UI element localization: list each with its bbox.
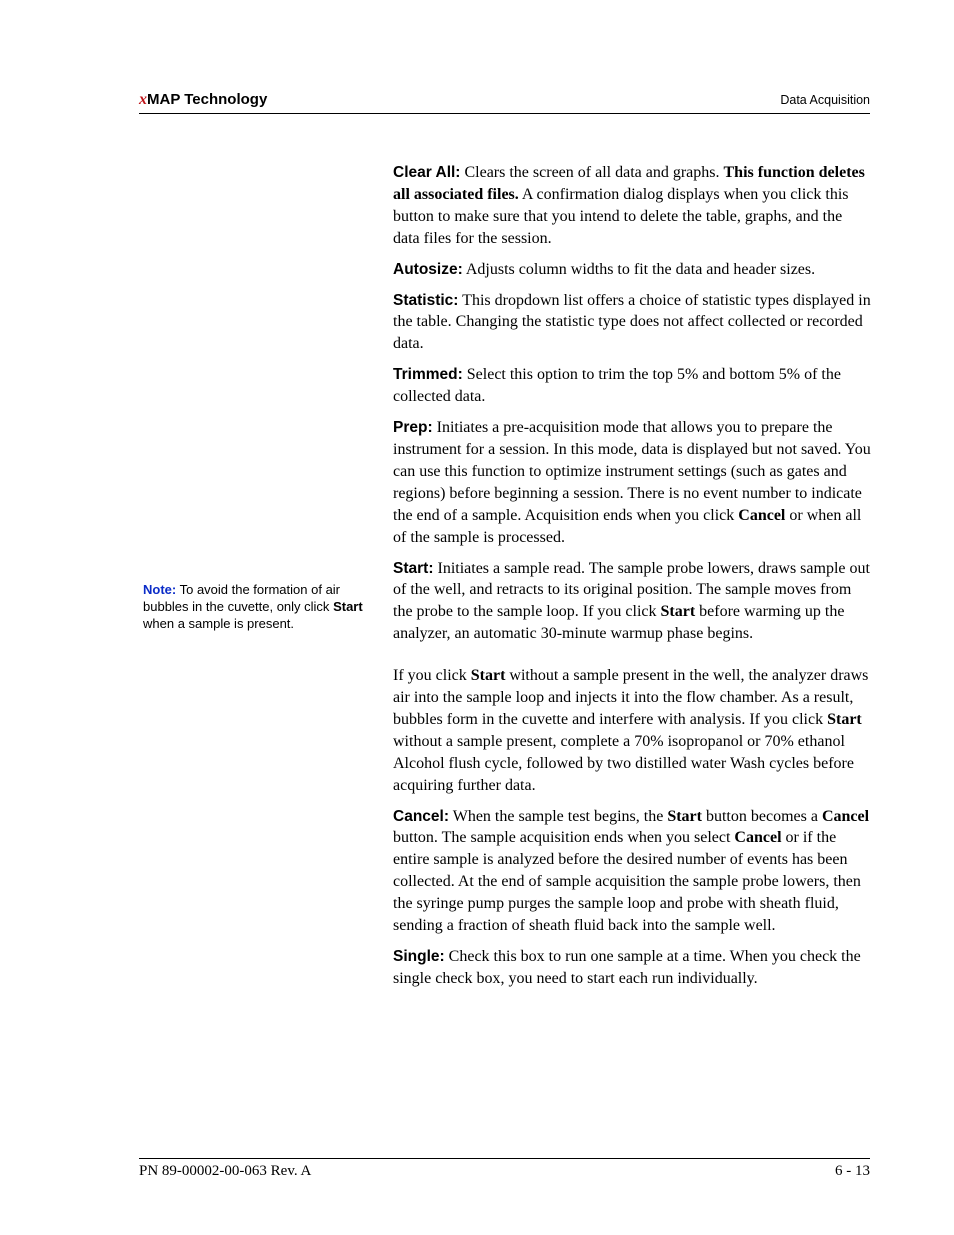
main-content <box>393 162 871 999</box>
desc-bold: This function deletes all associated files. <box>393 164 865 203</box>
item-start <box>393 558 871 646</box>
desc-bold: Cancel <box>734 829 782 847</box>
brand-title <box>139 91 267 109</box>
desc-text: This dropdown list offers a choice of statistic types displayed in the table. Changing the statistic type does not affect collected or recorded data. <box>393 291 871 353</box>
item-start-note <box>393 665 871 796</box>
desc-text: button. The sample acquisition ends when you select <box>393 829 735 847</box>
desc-text: or when all of the sample is processed. <box>393 506 862 546</box>
desc-text: Clears the screen of all data and graphs. <box>460 164 724 181</box>
desc-text: Initiates a sample read. The sample probe lowers, draws sample out of the well, and retracts to its original position. The sample moves from the probe to the sample loop. If you click <box>393 559 870 621</box>
item-trimmed <box>393 364 871 408</box>
note-bold: Start <box>333 599 363 614</box>
item-statistic <box>393 290 871 356</box>
term-cancel: Cancel: <box>393 807 449 825</box>
note-text-end: when a sample is present. <box>143 616 295 631</box>
desc-bold: Start <box>660 603 696 621</box>
brand-x: x <box>139 91 147 108</box>
desc-text: Check this box to run one sample at a time. When you check the single check box, you need to start each run individually. <box>393 948 861 987</box>
desc-text: Initiates a pre-acquisition mode that allows you to prepare the instrument for a session. In this mode, data is displayed but not saved. You can use this function to optimize instrument settings (such as gates and regions) before beginning a session. There is no event number to indicate the end of a sample. Acquisition ends when you click <box>393 419 871 524</box>
desc-text: before warming up the analyzer, an automatic 30-minute warmup phase begins. <box>393 603 845 643</box>
desc-text: or if the entire sample is analyzed before the desired number of events has been collected. At the end of sample acquisition the sample probe lowers, then the syringe pump purges the sample loop and probe with sheath fluid, sending a fraction of sheath fluid back into the sample well. <box>393 829 861 935</box>
note-label: Note: <box>143 582 177 597</box>
item-prep <box>393 417 871 548</box>
desc-bold: Start <box>667 807 702 825</box>
page-footer <box>139 1158 870 1179</box>
desc-text: When the sample test begins, the <box>449 807 668 825</box>
term-prep: Prep: <box>393 419 433 437</box>
desc-bold: Start <box>827 710 862 728</box>
page-number: 6 - 13 <box>835 1163 870 1179</box>
page-header <box>139 91 870 114</box>
desc-bold: Start <box>470 667 506 685</box>
desc-text: Adjusts column widths to fit the data and header sizes. <box>462 260 816 278</box>
term-clear-all: Clear All: <box>393 164 461 181</box>
term-start: Start: <box>393 559 434 577</box>
desc-bold: Cancel <box>738 506 786 524</box>
desc-text: If you click <box>393 667 471 685</box>
term-autosize: Autosize: <box>393 260 463 278</box>
item-single <box>393 946 871 990</box>
section-title: Data Acquisition <box>780 93 870 107</box>
desc-text: without a sample present in the well, the analyzer draws air into the sample loop and injects it into the flow chamber. As a result, bubbles form in the cuvette and interfere with analysis. If you click <box>393 667 869 728</box>
note-text: To avoid the formation of air bubbles in the cuvette, only click <box>143 582 341 614</box>
desc-text: Select this option to trim the top 5% and bottom 5% of the collected data. <box>393 366 841 406</box>
term-statistic: Statistic: <box>393 291 459 309</box>
desc-text: button becomes a <box>701 807 822 825</box>
item-cancel <box>393 806 871 937</box>
brand-name: MAP Technology <box>147 91 268 108</box>
item-clear-all <box>393 162 871 250</box>
term-trimmed: Trimmed: <box>393 366 463 384</box>
desc-text: without a sample present, complete a 70% isopropanol or 70% ethanol Alcohol flush cycle, followed by two distilled water Wash cycles before acquiring further data. <box>393 732 854 794</box>
side-note <box>143 581 368 632</box>
term-single: Single: <box>393 948 445 965</box>
item-autosize <box>393 259 871 281</box>
desc-bold: Cancel <box>821 807 870 825</box>
part-number: PN 89-00002-00-063 Rev. A <box>139 1163 312 1179</box>
desc-text: A confirmation dialog displays when you click this button to make sure that you intend to delete the table, graphs, and the data files for the session. <box>393 185 849 247</box>
